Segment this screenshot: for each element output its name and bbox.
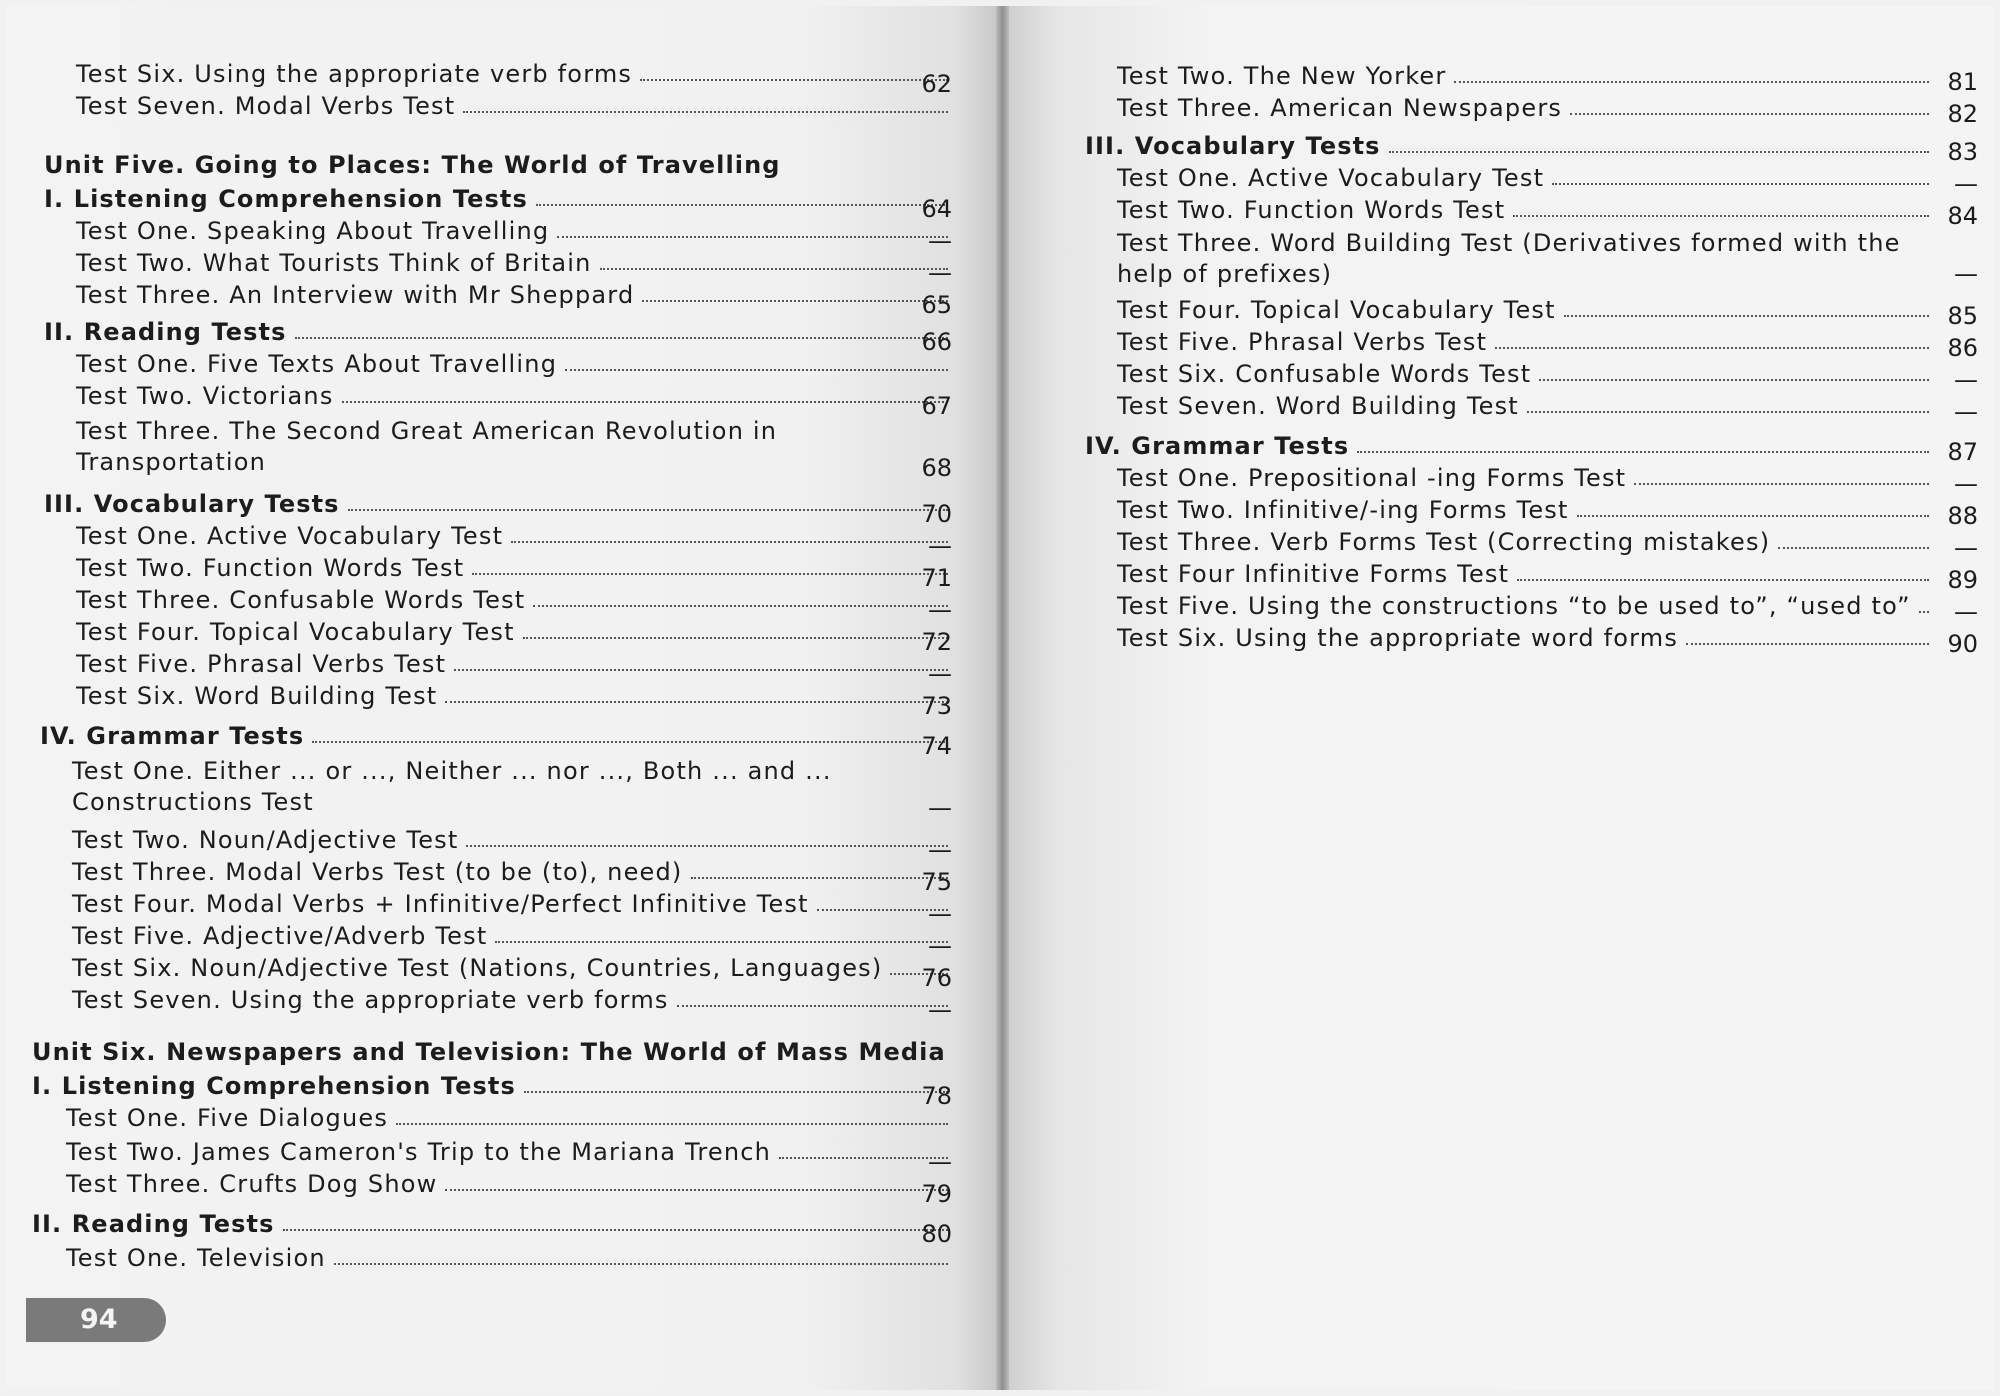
section-heading-title: I. Listening Comprehension Tests bbox=[32, 1072, 516, 1100]
section-heading-title: III. Vocabulary Tests bbox=[44, 490, 340, 518]
toc-entry-title: Test Three. Crufts Dog Show bbox=[66, 1170, 438, 1198]
toc-entry-page: — bbox=[1954, 260, 1978, 288]
toc-entry-page: 70 bbox=[921, 500, 952, 528]
toc-entry-page: 81 bbox=[1947, 68, 1978, 96]
toc-entry-page: — bbox=[1954, 470, 1978, 498]
toc-entry-title: Test Four Infinitive Forms Test bbox=[1117, 560, 1510, 588]
toc-entry bbox=[66, 1102, 956, 1134]
unit-heading-title: Unit Six. Newspapers and Television: The World of Mass Media bbox=[32, 1038, 946, 1066]
toc-entry bbox=[76, 348, 956, 380]
toc-entry bbox=[76, 680, 956, 712]
toc-entry-title: Test Three. Modal Verbs Test (to be (to), need) bbox=[72, 858, 683, 886]
toc-entry bbox=[1117, 294, 1937, 326]
toc-entry-title: Test Two. Noun/Adjective Test bbox=[72, 826, 459, 854]
toc-entry-page: — bbox=[928, 596, 952, 624]
dot-leader bbox=[1513, 215, 1929, 217]
dot-leader bbox=[445, 701, 948, 703]
toc-entry bbox=[76, 90, 956, 122]
toc-entry-page: 89 bbox=[1947, 566, 1978, 594]
toc-entry-title: Test Two. Infinitive/-ing Forms Test bbox=[1117, 496, 1569, 524]
dot-leader bbox=[640, 79, 948, 81]
toc-entry-title: Test Two. Function Words Test bbox=[76, 554, 465, 582]
toc-entry-title: Test Six. Word Building Test bbox=[76, 682, 438, 710]
dot-leader bbox=[1577, 515, 1929, 517]
dot-leader bbox=[1570, 113, 1929, 115]
section-heading-title: II. Reading Tests bbox=[44, 318, 287, 346]
toc-entry bbox=[76, 58, 956, 90]
table-of-contents-left bbox=[6, 6, 996, 1390]
dot-leader bbox=[1564, 315, 1929, 317]
toc-entry-page: — bbox=[928, 900, 952, 928]
toc-entry-title: Test Three. American Newspapers bbox=[1117, 94, 1563, 122]
toc-entry-title: Test Four. Modal Verbs + Infinitive/Perfect Infinitive Test bbox=[72, 890, 809, 918]
dot-leader bbox=[1527, 411, 1929, 413]
toc-entry-title: Test One. Active Vocabulary Test bbox=[1117, 164, 1545, 192]
toc-entry-title: Test Two. The New Yorker bbox=[1117, 62, 1447, 90]
toc-entry-title: Test Two. Function Words Test bbox=[1117, 196, 1506, 224]
toc-entry bbox=[72, 888, 956, 920]
toc-entry-title: Test Two. Victorians bbox=[76, 382, 334, 410]
toc-entry-page: 80 bbox=[921, 1220, 952, 1248]
toc-entry-page: — bbox=[928, 996, 952, 1024]
toc-entry bbox=[76, 215, 956, 247]
toc-entry bbox=[1117, 162, 1937, 194]
toc-entry-page: — bbox=[1954, 534, 1978, 562]
toc-entry-page: 86 bbox=[1947, 334, 1978, 362]
dot-leader bbox=[334, 1263, 948, 1265]
toc-entry-title: Test Three. Verb Forms Test (Correcting mistakes) bbox=[1117, 528, 1771, 556]
toc-entry-title: Test Seven. Modal Verbs Test bbox=[76, 92, 456, 120]
toc-entry bbox=[1117, 558, 1937, 590]
dot-leader bbox=[348, 509, 948, 511]
toc-entry-title: Test Five. Adjective/Adverb Test bbox=[72, 922, 488, 950]
unit-heading bbox=[32, 1036, 956, 1068]
toc-entry bbox=[1117, 358, 1937, 390]
toc-entry-page: 85 bbox=[1947, 302, 1978, 330]
toc-entry-page: 79 bbox=[921, 1180, 952, 1208]
section-heading bbox=[44, 316, 956, 348]
dot-leader bbox=[533, 605, 948, 607]
section-heading-title: IV. Grammar Tests bbox=[40, 722, 305, 750]
toc-entry-page: — bbox=[928, 660, 952, 688]
toc-entry-page: 84 bbox=[1947, 202, 1978, 230]
toc-entry bbox=[72, 754, 898, 818]
section-heading-title: III. Vocabulary Tests bbox=[1085, 132, 1381, 160]
toc-entry-page: — bbox=[928, 259, 952, 287]
toc-entry-page: 71 bbox=[921, 564, 952, 592]
toc-entry bbox=[1117, 526, 1937, 558]
dot-leader bbox=[1686, 643, 1929, 645]
toc-entry bbox=[66, 1136, 956, 1168]
dot-leader bbox=[557, 236, 948, 238]
dot-leader bbox=[642, 300, 948, 302]
toc-entry bbox=[72, 952, 956, 984]
toc-entry bbox=[1117, 226, 1927, 290]
toc-entry-page: 87 bbox=[1947, 438, 1978, 466]
toc-entry-title: Test Three. Confusable Words Test bbox=[76, 586, 526, 614]
left-page bbox=[6, 6, 996, 1390]
toc-entry bbox=[76, 247, 956, 279]
toc-entry bbox=[72, 984, 956, 1016]
toc-entry bbox=[1117, 390, 1937, 422]
toc-entry bbox=[76, 616, 956, 648]
toc-entry-title: Test Six. Using the appropriate verb forms bbox=[76, 60, 633, 88]
section-heading bbox=[44, 183, 956, 215]
dot-leader bbox=[463, 111, 948, 113]
dot-leader bbox=[1495, 347, 1929, 349]
toc-entry-page: 72 bbox=[921, 628, 952, 656]
toc-entry bbox=[72, 856, 956, 888]
section-heading-title: IV. Grammar Tests bbox=[1085, 432, 1350, 460]
toc-entry-page: 65 bbox=[921, 291, 952, 319]
dot-leader bbox=[1389, 151, 1929, 153]
dot-leader bbox=[396, 1123, 948, 1125]
dot-leader bbox=[1634, 483, 1929, 485]
toc-entry-page: — bbox=[928, 836, 952, 864]
page-number-tab: 94 bbox=[26, 1298, 166, 1342]
dot-leader bbox=[511, 541, 948, 543]
toc-entry bbox=[1117, 60, 1937, 92]
unit-heading bbox=[44, 149, 956, 181]
toc-entry-title: Test One. Television bbox=[66, 1244, 326, 1272]
toc-entry bbox=[1117, 462, 1937, 494]
table-of-contents-right bbox=[1009, 6, 1994, 1390]
dot-leader bbox=[600, 268, 948, 270]
toc-entry-page: — bbox=[1954, 598, 1978, 626]
toc-entry-title: Test Three. Word Building Test (Derivatives formed with the help of prefixes) bbox=[1117, 229, 1901, 288]
toc-entry-title: Test Two. James Cameron's Trip to the Mariana Trench bbox=[66, 1138, 772, 1166]
dot-leader bbox=[295, 337, 948, 339]
dot-leader bbox=[1778, 547, 1929, 549]
toc-entry-page: 73 bbox=[921, 692, 952, 720]
toc-entry-page: 62 bbox=[921, 70, 952, 98]
toc-entry-title: Test Seven. Word Building Test bbox=[1117, 392, 1519, 420]
toc-entry bbox=[72, 824, 956, 856]
toc-entry-title: Test Five. Phrasal Verbs Test bbox=[1117, 328, 1488, 356]
toc-entry-title: Test One. Active Vocabulary Test bbox=[76, 522, 504, 550]
toc-entry-page: — bbox=[928, 932, 952, 960]
section-heading bbox=[32, 1208, 956, 1240]
toc-entry-title: Test Two. What Tourists Think of Britain bbox=[76, 249, 592, 277]
toc-entry bbox=[72, 920, 956, 952]
toc-entry-page: 64 bbox=[921, 195, 952, 223]
section-heading bbox=[1085, 130, 1937, 162]
toc-entry-page: — bbox=[1954, 366, 1978, 394]
toc-entry bbox=[1117, 326, 1937, 358]
dot-leader bbox=[283, 1229, 948, 1231]
dot-leader bbox=[472, 573, 948, 575]
toc-entry-page: — bbox=[928, 227, 952, 255]
toc-entry-title: Test One. Prepositional -ing Forms Test bbox=[1117, 464, 1627, 492]
unit-heading-title: Unit Five. Going to Places: The World of Travelling bbox=[44, 151, 781, 179]
toc-entry bbox=[76, 520, 956, 552]
toc-entry-page: 68 bbox=[921, 454, 952, 482]
toc-entry-page: — bbox=[928, 532, 952, 560]
dot-leader bbox=[524, 1091, 948, 1093]
toc-entry-page: 90 bbox=[1947, 630, 1978, 658]
toc-entry bbox=[76, 648, 956, 680]
toc-entry-title: Test Four. Topical Vocabulary Test bbox=[76, 618, 515, 646]
toc-entry-page: 66 bbox=[921, 328, 952, 356]
dot-leader bbox=[523, 637, 948, 639]
toc-entry-title: Test One. Either ... or ..., Neither ... nor ..., Both ... and ... Constructions Test bbox=[72, 757, 832, 816]
dot-leader bbox=[445, 1189, 948, 1191]
toc-entry bbox=[66, 1168, 956, 1200]
dot-leader bbox=[1552, 183, 1929, 185]
dot-leader bbox=[1539, 379, 1929, 381]
toc-entry-page: 82 bbox=[1947, 100, 1978, 128]
toc-entry bbox=[76, 380, 956, 412]
toc-entry-title: Test Three. The Second Great American Revolution in Transportation bbox=[76, 417, 778, 476]
right-page bbox=[1009, 6, 1994, 1390]
toc-entry-title: Test Six. Noun/Adjective Test (Nations, Countries, Languages) bbox=[72, 954, 883, 982]
section-heading bbox=[1085, 430, 1937, 462]
section-heading bbox=[32, 1070, 956, 1102]
toc-entry bbox=[76, 584, 956, 616]
book-spread bbox=[6, 6, 1994, 1390]
toc-entry-title: Test One. Five Dialogues bbox=[66, 1104, 389, 1132]
dot-leader bbox=[312, 741, 948, 743]
toc-entry-page: — bbox=[928, 794, 952, 822]
toc-entry-page: — bbox=[928, 1148, 952, 1176]
dot-leader bbox=[1357, 451, 1929, 453]
toc-entry-page: — bbox=[1954, 398, 1978, 426]
toc-entry-title: Test Five. Phrasal Verbs Test bbox=[76, 650, 447, 678]
dot-leader bbox=[565, 369, 948, 371]
toc-entry bbox=[1117, 590, 1937, 622]
toc-entry bbox=[76, 552, 956, 584]
section-heading-title: II. Reading Tests bbox=[32, 1210, 275, 1238]
dot-leader bbox=[495, 941, 948, 943]
toc-entry bbox=[76, 279, 956, 311]
toc-entry-page: 75 bbox=[921, 868, 952, 896]
section-heading bbox=[44, 488, 956, 520]
toc-entry-page: 76 bbox=[921, 964, 952, 992]
dot-leader bbox=[342, 401, 948, 403]
dot-leader bbox=[1919, 611, 1929, 613]
section-heading bbox=[40, 720, 956, 752]
toc-entry-title: Test One. Five Texts About Travelling bbox=[76, 350, 558, 378]
dot-leader bbox=[1454, 81, 1929, 83]
toc-entry bbox=[1117, 622, 1937, 654]
dot-leader bbox=[466, 845, 948, 847]
toc-entry-page: 78 bbox=[921, 1082, 952, 1110]
toc-entry-page: 67 bbox=[921, 392, 952, 420]
dot-leader bbox=[536, 204, 948, 206]
toc-entry-page: — bbox=[1954, 170, 1978, 198]
toc-entry-page: 88 bbox=[1947, 502, 1978, 530]
toc-entry-page: 83 bbox=[1947, 138, 1978, 166]
toc-entry-title: Test Six. Using the appropriate word forms bbox=[1117, 624, 1679, 652]
book-gutter bbox=[996, 6, 1009, 1390]
toc-entry bbox=[1117, 494, 1937, 526]
toc-entry-title: Test Six. Confusable Words Test bbox=[1117, 360, 1532, 388]
toc-entry-page: 74 bbox=[921, 732, 952, 760]
dot-leader bbox=[1517, 579, 1929, 581]
toc-entry-title: Test One. Speaking About Travelling bbox=[76, 217, 550, 245]
toc-entry-title: Test Five. Using the constructions “to be used to”, “used to” bbox=[1117, 592, 1911, 620]
toc-entry bbox=[1117, 92, 1937, 124]
toc-entry-title: Test Three. An Interview with Mr Sheppard bbox=[76, 281, 635, 309]
toc-entry bbox=[1117, 194, 1937, 226]
toc-entry-title: Test Seven. Using the appropriate verb forms bbox=[72, 986, 669, 1014]
dot-leader bbox=[454, 669, 948, 671]
toc-entry bbox=[66, 1242, 956, 1274]
section-heading-title: I. Listening Comprehension Tests bbox=[44, 185, 528, 213]
toc-entry-title: Test Four. Topical Vocabulary Test bbox=[1117, 296, 1556, 324]
toc-entry bbox=[76, 414, 896, 478]
